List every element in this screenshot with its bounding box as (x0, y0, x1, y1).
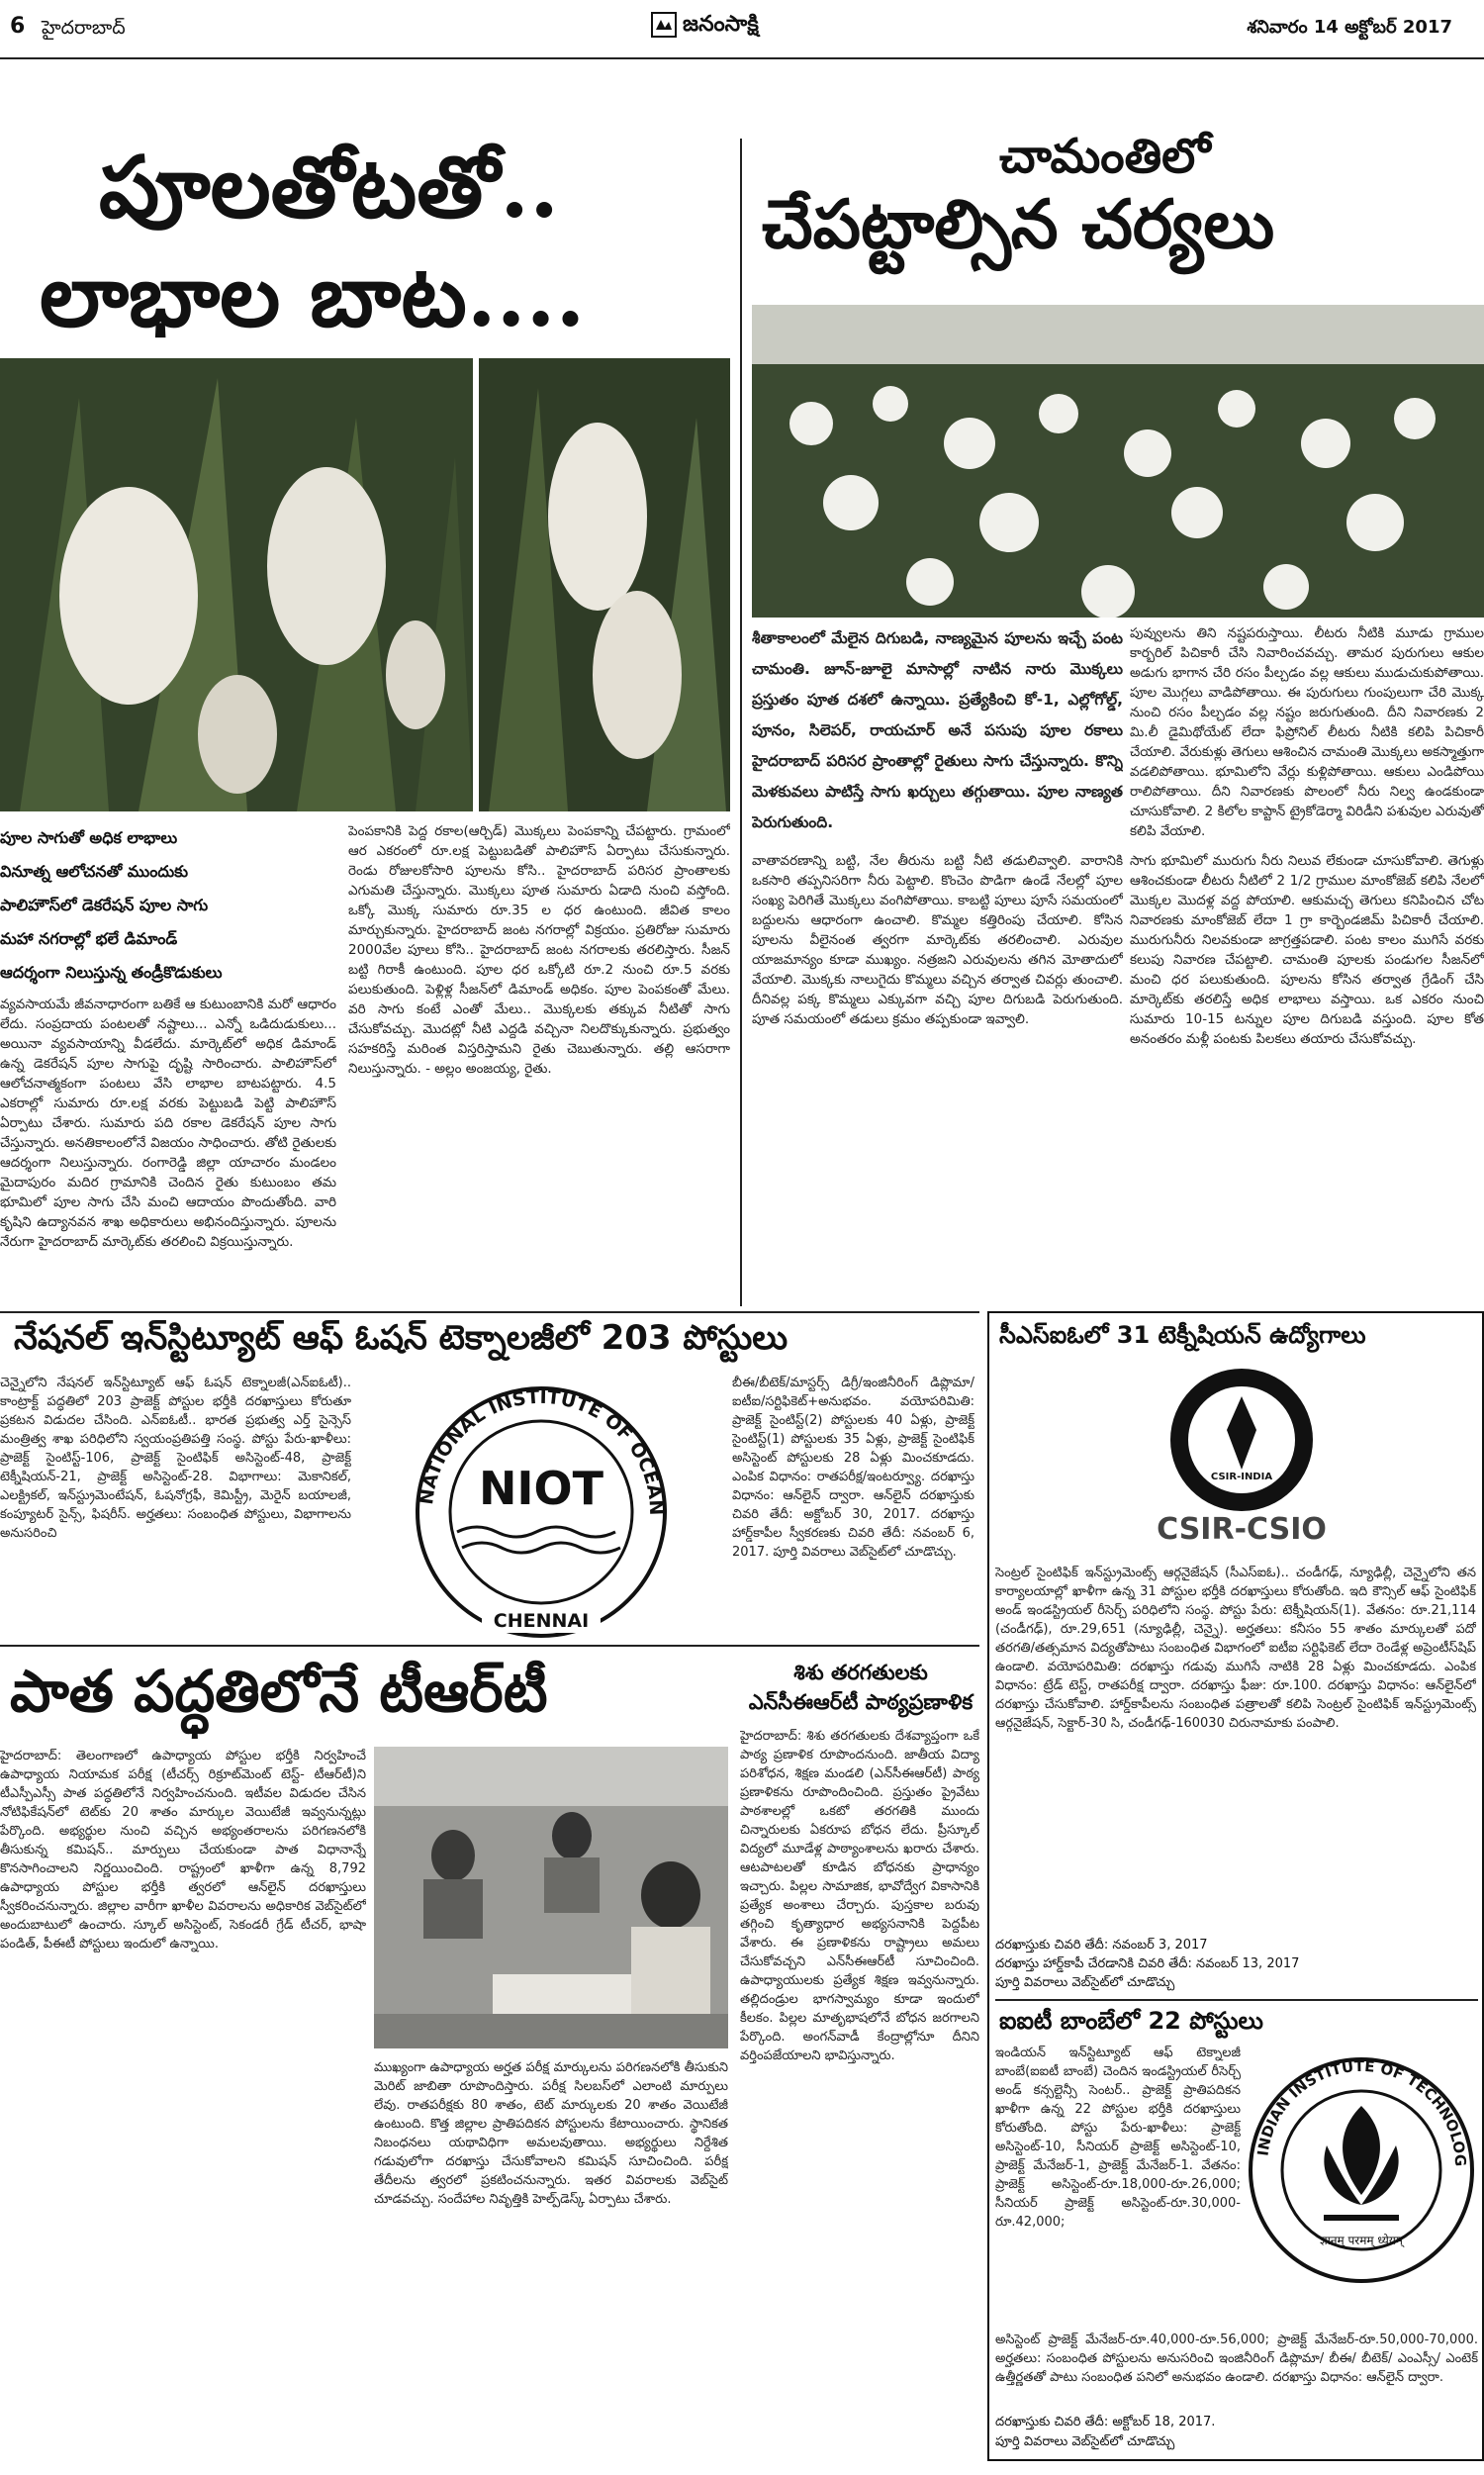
right-article-col-left: వాతావరణాన్ని బట్టి, నేల తీరును బట్టి నీటి తడులివ్వాలి. వారానికి ఒకసారి తప్పనిసరిగా నీరు పెట్టాలి. కొంచెం పొడిగా ఉండే నేలల్లో పూల సంఖ్య పెరిగితే మొక్కలు వంగిపోతాయి. కాబట్టి పూలు పూసే సమయంలో బద్దులను ఆధారంగా ఉంచాలి. కొమ్మల కత్తిరింపు చేయాలి. కోసిన పూలను వీలైనంత త్వరగా మార్కెట్‌కు తరలించాలి. ఎరువుల యాజమాన్యం కూడా ముఖ్యం. నత్రజని ఎరువులను తగిన మోతాదులో వేయాలి. మొక్కకు నాలుగైదు కొమ్మలు వచ్చిన తర్వాత చివర్లు తుంచాలి. దీనివల్ల పక్క కొమ్మలు ఎక్కువగా వచ్చి పూల దిగుబడి పెరుగుతుంది. పూత సమయంలో తడులు క్రమం తప్పకుండా ఇవ్వాలి. (752, 853, 1123, 1027)
csio-logo-inner-text: CSIR-INDIA (1210, 1472, 1273, 1482)
niot-logo-city: CHENNAI (493, 1610, 590, 1632)
csio-logo (1029, 1361, 1454, 1549)
trt-col2: ముఖ్యంగా ఉపాధ్యాయ అర్హత పరీక్ష మార్కులను పరిగణనలోకి తీసుకుని మెరిట్ జాబితా రూపొందిస్తారు. పరీక్ష సిలబస్‌లో ఎలాంటి మార్పులు లేవు. రాతపరీక్షకు 80 శాతం, టెట్ మార్కులకు 20 శాతం వెయిటేజీ ఉంటుంది. కొత్త జిల్లాల ప్రాతిపదికన పోస్టులను కేటాయించారు. స్థానికత నిబంధనలు యథావిధిగా అమలవుతాయి. అభ్యర్థులు నిర్దేశిత గడువులోగా దరఖాస్తు చేసుకోవాలని కమిషన్ సూచించింది. పరీక్ష తేదీలను త్వరలో ప్రకటించనున్నారు. ఇతర వివరాలకు వెబ్‌సైట్ చూడవచ్చు. సందేహాల నివృత్తికి హెల్ప్‌డెస్క్ ఏర్పాటు చేశారు. (374, 2060, 728, 2207)
subhead-4: మహా నగరాల్లో భలే డిమాండ్ (0, 929, 178, 948)
masthead: జనంసాక్షి (683, 12, 759, 37)
center-divider (740, 139, 742, 1306)
chrysanthemum-photo (752, 305, 1484, 618)
csio-more: పూర్తి వివరాలు వెబ్‌సైట్‌లో చూడొచ్చు (995, 1975, 1175, 1990)
flower-photo-right (479, 358, 730, 811)
right-headline-line2: చేపట్టాల్సిన చర్యలు (762, 186, 1275, 264)
subhead-5: ఆదర్శంగా నిలుస్తున్న తండ్రీకొడుకులు (0, 963, 223, 982)
subhead-2: వినూత్న ఆలోచనతో ముందుకు (0, 862, 189, 881)
trt-top-rule (0, 1645, 979, 1647)
left-article-col1: వ్యవసాయమే జీవనాధారంగా బతికే ఆ కుటుంబానికి మరో ఆధారం లేదు. సంప్రదాయ పంటలతో నష్టాలు... ఎన్నో ఒడిదుడుకులు... అయినా వ్యవసాయాన్ని వీడలేదు. మార్కెట్‌లో అధిక డిమాండ్ ఉన్న డెకరేషన్ పూల సాగుపై దృష్టి సారించారు. పాలిహౌస్‌లో ఆలోచనాత్మకంగా పంటలు వేసి లాభాల బాటపట్టారు. 4.5 ఎకరాల్లో సుమారు రూ.లక్ష వరకు పెట్టుబడి పెట్టి పాలిహౌస్ ఏర్పాటు చేశారు. సుమారు పది రకాల డెకరేషన్ పూల సాగు చేస్తున్నారు. అనతికాలంలోనే విజయం సాధించారు. తోటి రైతులకు ఆదర్శంగా నిలుస్తున్నారు. రంగారెడ్డి జిల్లా యాచారం మండలం మైదాపురం మదిర గ్రామానికి చెందిన రైతు కుటుంబం తమ భూమిలో పూల సాగు చేసి మంచి ఆదాయం పొందుతోంది. వారి కృషిని ఉద్యానవన శాఖ అధికారులు అభినందిస్తున్నారు. పూలను నేరుగా హైదరాబాద్ మార్కెట్‌కు తరలించి విక్రయిస్తున్నారు. (0, 997, 336, 1250)
iit-logo-motto: ज्ञानम् परमम् ध्येयम् (1320, 2234, 1403, 2247)
csio-body: సెంట్రల్ సైంటిఫిక్ ఇన్‌స్ట్రుమెంట్స్ ఆర్గనైజేషన్ (సీఎస్ఐఓ).. చండీగఢ్, న్యూఢిల్లీ, చెన్నైలోని తన కార్యాలయాల్లో ఖాళీగా ఉన్న 31 పోస్టుల భర్తీకి దరఖాస్తులు కోరుతోంది. ఇది కౌన్సిల్ ఆఫ్ సైంటిఫిక్ అండ్ ఇండస్ట్రియల్ రీసెర్చ్ పరిధిలోని సంస్థ. పోస్టు పేరు: టెక్నీషియన్(1). వేతనం: రూ.21,114 (చండీగఢ్), రూ.29,651 (న్యూఢిల్లీ, చెన్నై). అర్హతలు: కనీసం 55 శాతం మార్కులతో పదో తరగతి/తత్సమాన విద్యతోపాటు సంబంధిత విభాగంలో ఐటీఐ సర్టిఫికెట్ లేదా రెండేళ్ల అప్రెంటీస్‌షిప్ ఉండాలి. వయోపరిమితి: దరఖాస్తు గడువు ముగిసే నాటికి 28 ఏళ్లు మించకూడదు. ఎంపిక విధానం: ట్రేడ్ టెస్ట్, రాతపరీక్ష ద్వారా. దరఖాస్తు ఫీజు: రూ.100. దరఖాస్తు విధానం: ఆన్‌లైన్‌లో దరఖాస్తు చేసుకోవాలి. హార్డ్‌కాపీలను సంబంధిత పత్రాలతో కలిపి సెంట్రల్ సైంటిఫిక్ ఇన్‌స్ట్రుమెంట్స్ ఆర్గనైజేషన్, సెక్టార్-30 సి, చండీగఢ్-160030 చిరునామాకు పంపాలి. (995, 1566, 1476, 1731)
iit-logo (1243, 2047, 1480, 2299)
trt-headline: పాత పద్ధతిలోనే టీఆర్‌టీ (10, 1658, 548, 1725)
iit-logo-ring-text: INDIAN INSTITUTE OF TECHNOLOG (1253, 2056, 1470, 2167)
csio-date1: దరఖాస్తుకు చివరి తేదీ: నవంబర్ 3, 2017 (995, 1938, 1208, 1952)
flower-photo-left (0, 358, 473, 811)
niot-col2: బీఈ/బీటెక్/మాస్టర్స్ డిగ్రీ/ఇంజినీరింగ్ డిప్లొమా/ఐటీఐ/సర్టిఫికెట్+అనుభవం. వయోపరిమితి: ప్రాజెక్ట్ సైంటిస్ట్(2) పోస్టులకు 40 ఏళ్లు, ప్రాజెక్ట్ సైంటిస్ట్(1) పోస్టులకు 35 ఏళ్లు, ప్రాజెక్ట్ సైంటిఫిక్ అసిస్టెంట్ పోస్టులకు 28 ఏళ్లు మించకూడదు. ఎంపిక విధానం: రాతపరీక్ష/ఇంటర్వ్యూ. దరఖాస్తు విధానం: ఆన్‌లైన్ ద్వారా. ఆన్‌లైన్ దరఖాస్తుకు చివరి తేదీ: అక్టోబర్ 30, 2017. దరఖాస్తు హార్డ్‌కాపీల స్వీకరణకు చివరి తేదీ: నవంబర్ 6, 2017. పూర్తి వివరాలు వెబ్‌సైట్‌లో చూడొచ్చు. (732, 1376, 974, 1560)
niot-logo-center: NIOT (478, 1462, 604, 1515)
ncert-headline-line2: ఎన్‌సీఈఆర్‌టీ పాఠ్యప్రణాళిక (748, 1690, 974, 1714)
left-headline-line1: పూలతోటతో.. (99, 138, 560, 238)
left-article-col2: పెంపకానికి పెద్ద రకాల(ఆర్చిడ్) మొక్కలు పెంపకాన్ని చేపట్టారు. గ్రామంలో ఆర ఎకరంలో రూ.లక్ష పెట్టుబడితో పాలిహౌస్ ఏర్పాటు చేసుకున్నారు. రెండు రోజులకోసారి పూలను కోసి.. హైదరాబాద్ పరిసర ప్రాంతాలకు ఎగుమతి చేస్తున్నారు. మొక్కలు పూత సుమారు ఏడాది నుంచి వస్తోంది. ఒక్కో మొక్క సుమారు రూ.35 ల ధర ఉంటుంది. జీవిత కాలం మార్చుకున్నారు. హైదరాబాద్ జంట నగరాల్లో విక్రయం. ప్రతిరోజు సుమారు 2000వేల పూలు కోసి.. హైదరాబాద్ జంట నగరాలకు తరలిస్తారు. సీజన్ బట్టి గిరాకీ ఉంటుంది. పూల ధర ఒక్కోటి రూ.2 నుంచి రూ.5 వరకు పలుకుతుంది. పెళ్లిళ్ల సీజన్‌లో డిమాండ్ అధికం. పూల పెంపకంతో మేలు. వరి సాగు కంటే ఎంతో మేలు.. మొక్కలకు తక్కువ నీటితో సాగు చేసుకోవచ్చు. మొదట్లో నీటి ఎద్దడి వచ్చినా నిలదొక్కుకున్నారు. ప్రభుత్వం సహకరిస్తే మరింత విస్తరిస్తామని రైతు చెబుతున్నారు. తల్లి ఆసరాగా నిలుస్తున్నారు. - అల్లం అంజయ్య, రైతు. (348, 823, 730, 1077)
page-header (0, 0, 1484, 79)
niot-logo (358, 1374, 724, 1641)
csio-headline: సీఎస్ఐఓలో 31 టెక్నీషియన్ ఉద్యోగాలు (999, 1321, 1366, 1349)
subhead-3: పాలిహౌస్‌లో డెకరేషన్ పూల సాగు (0, 896, 209, 914)
iit-more: పూర్తి వివరాలు వెబ్‌సైట్‌లో చూడొచ్చు (995, 2434, 1175, 2449)
trt-col1: హైదరాబాద్: తెలంగాణలో ఉపాధ్యాయ పోస్టుల భర్తీకి నిర్వహించే ఉపాధ్యాయ నియామక పరీక్ష (టీచర్స్ రిక్రూట్‌మెంట్ టెస్ట్- టీఆర్‌టీ)ని టీఎస్పీఎస్సీ పాత పద్ధతిలోనే నిర్వహించనుంది. ఇటీవల విడుదల చేసిన నోటిఫికేషన్‌లో టెట్‌కు 20 శాతం మార్కుల వెయిటేజీ ఇవ్వనున్నట్లు పేర్కొంది. అభ్యర్థుల నుంచి వచ్చిన అభ్యంతరాలను పరిగణనలోకి తీసుకున్న కమిషన్.. మార్పులు చేయకుండా పాత విధానాన్నే కొనసాగించాలని నిర్ణయించింది. రాష్ట్రంలో ఖాళీగా ఉన్న 8,792 ఉపాధ్యాయ పోస్టుల భర్తీకి త్వరలో ఆన్‌లైన్ దరఖాస్తులు స్వీకరించనున్నారు. జిల్లాల వారీగా ఖాళీల వివరాలను అధికారిక వెబ్‌సైట్‌లో అందుబాటులో ఉంచారు. స్కూల్ అసిస్టెంట్, సెకండరీ గ్రేడ్ టీచర్, భాషా పండిత్, పీఈటీ పోస్టులు ఇందులో ఉన్నాయి. (0, 1749, 366, 1951)
iit-date: దరఖాస్తుకు చివరి తేదీ: అక్టోబర్ 18, 2017. (995, 2415, 1216, 2429)
page-number: 6 (10, 14, 26, 39)
ncert-body: హైదరాబాద్: శిశు తరగతులకు దేశవ్యాప్తంగా ఒకే పాఠ్య ప్రణాళిక రూపొందనుంది. జాతీయ విద్యా పరిశోధన, శిక్షణ మండలి (ఎన్‌సీఈఆర్‌టీ) పాఠ్య ప్రణాళికను రూపొందించింది. ప్రస్తుతం ప్రైవేటు పాఠశాలల్లో ఒకటో తరగతికి ముందు చిన్నారులకు ఏకరూప బోధన లేదు. ప్రీస్కూల్ విద్యలో మూడేళ్ల పాఠ్యాంశాలను ఖరారు చేశారు. ఆటపాటలతో కూడిన బోధనకు ప్రాధాన్యం ఇచ్చారు. పిల్లల సామాజిక, భావోద్వేగ వికాసానికి ప్రత్యేక అంశాలు చేర్చారు. పుస్తకాల బరువు తగ్గించి కృత్యాధార అభ్యసనానికి పెద్దపీట వేశారు. ఈ ప్రణాళికను రాష్ట్రాలు అమలు చేసుకోవచ్చని ఎన్‌సీఈఆర్‌టీ సూచించింది. ఉపాధ్యాయులకు ప్రత్యేక శిక్షణ ఇవ్వనున్నారు. తల్లిదండ్రుల భాగస్వామ్యం కూడా ఇందులో కీలకం. పిల్లల మాతృభాషలోనే బోధన జరగాలని పేర్కొంది. అంగన్‌వాడీ కేంద్రాల్లోనూ దీనిని వర్తింపజేయాలని భావిస్తున్నారు. (740, 1729, 979, 2063)
left-headline-line2: లాభాల బాట.... (40, 246, 586, 346)
header-rule (0, 57, 1484, 59)
masthead-logo-icon (651, 12, 677, 38)
right-headline (752, 129, 1484, 307)
csio-date2: దరఖాస్తు హార్డ్‌కాపీ చేరడానికి చివరి తేదీ: నవంబర్ 13, 2017 (995, 1956, 1300, 1971)
page-date: శనివారం 14 అక్టోబర్ 2017 (1247, 17, 1452, 38)
subhead-1: పూల సాగుతో అధిక లాభాలు (0, 828, 178, 847)
csio-logo-banner: CSIR-CSIO (1157, 1512, 1327, 1547)
iit-col1: ఇండియన్ ఇన్‌స్టిట్యూట్ ఆఫ్ టెక్నాలజీ బాంబే(ఐఐటీ బాంబే) చెందిన ఇండస్ట్రియల్ రీసెర్చ్ అండ్ కన్సల్టెన్సీ సెంటర్.. ప్రాజెక్ట్ ప్రాతిపదికన ఖాళీగా ఉన్న 22 పోస్టుల భర్తీకి దరఖాస్తులు కోరుతోంది. పోస్టు పేరు-ఖాళీలు: ప్రాజెక్ట్ అసిస్టెంట్-10, సీనియర్ ప్రాజెక్ట్ అసిస్టెంట్-10, ప్రాజెక్ట్ మేనేజర్-1, ప్రాజెక్ట్ మేనేజర్-1. వేతనం: ప్రాజెక్ట్ అసిస్టెంట్-రూ.18,000-రూ.26,000; సీనియర్ ప్రాజెక్ట్ అసిస్టెంట్-రూ.30,000-రూ.42,000; (995, 2046, 1241, 2230)
niot-logo-ring-text: NATIONAL INSTITUTE OF OCEAN (416, 1385, 668, 1516)
left-headline (20, 129, 742, 356)
exam-photo (374, 1747, 728, 2048)
iit-top-rule (995, 1999, 1478, 2001)
left-subheads (0, 821, 336, 990)
right-headline-line1: చామంతిలో (999, 129, 1211, 184)
ncert-headline-line1: శిశు తరగతులకు (793, 1661, 928, 1684)
right-article-col-right: సాగు భూమిలో మురుగు నీరు నిలువ లేకుండా చూసుకోవాలి. తెగుళ్లు ఆశించకుండా లీటరు నీటిలో 2 1/2 గ్రాముల మాంకోజెబ్ కలిపి నేలలో మొక్కల మొదళ్ల వద్ద పోయాలి. ఆకుమచ్చ తెగులు కనిపించిన చోట నివారణకు మాంకోజెబ్ లేదా 1 గ్రా కార్బెండజిమ్ పిచికారీ చేయాలి. మురుగునీరు నిలవకుండా జాగ్రత్తపడాలి. పంట కాలం ముగిసే వరకు కలుపు నివారణ చేపట్టాలి. చామంతి పూలకు పండుగల సీజన్‌లో మంచి ధర పలుకుతుంది. పూలను కోసిన తర్వాత గ్రేడింగ్ చేసి మార్కెట్‌కు తరలిస్తే అధిక లాభాలు వస్తాయి. ఒక ఎకరం నుంచి సుమారు 10-15 టన్నుల పూల దిగుబడి వస్తుంది. పూల కోత అనంతరం మళ్లీ పంటకు పిలకలు తయారు చేసుకోవచ్చు. (1130, 853, 1484, 1047)
niot-headline: నేషనల్ ఇన్‌స్టిట్యూట్ ఆఫ్ ఓషన్ టెక్నాలజీలో 203 పోస్టులు (14, 1318, 788, 1358)
edition-label: హైదరాబాద్ (42, 17, 126, 39)
iit-full: అసిస్టెంట్ ప్రాజెక్ట్ మేనేజర్-రూ.40,000-రూ.56,000; ప్రాజెక్ట్ మేనేజర్-రూ.50,000-70,000. అర్హతలు: సంబంధిత పోస్టులను అనుసరించి ఇంజినీరింగ్ డిప్లొమా/ బీఈ/ బీటెక్/ ఎంఎస్సీ/ ఎంటెక్ ఉత్తీర్ణతతో పాటు సంబంధిత పనిలో అనుభవం ఉండాలి. దరఖాస్తు విధానం: ఆన్‌లైన్ ద్వారా. (995, 2332, 1478, 2385)
niot-top-rule (0, 1311, 979, 1313)
right-article-lead: శీతాకాలంలో మేలైన దిగుబడి, నాణ్యమైన పూలను ఇచ్చే పంట చామంతి. జూన్-జూలై మాసాల్లో నాటిన నారు మొక్కలు ప్రస్తుతం పూత దశలో ఉన్నాయి. ప్రత్యేకించి కో-1, ఎల్లోగోల్డ్, పూనం, సిలెపర్, రాయచూర్ అనే పసుపు పూల రకాలు హైదరాబాద్ పరిసర ప్రాంతాల్లో రైతులు సాగు చేస్తున్నారు. కొన్ని మెళకువలు పాటిస్తే సాగు ఖర్చులు తగ్గుతాయి. పూల నాణ్యత పెరుగుతుంది. (752, 629, 1123, 831)
right-article-col-top: పువ్వులను తిని నష్టపరుస్తాయి. లీటరు నీటికి మూడు గ్రాముల కార్బరిల్ పిచికారీ చేసి నివారించవచ్చు. తామర పురుగులు ఆకుల అడుగు భాగాన చేరి రసం పీల్చడం వల్ల ఆకులు ముడుచుకుపోతాయి. పూల మొగ్గలు వాడిపోతాయి. ఈ పురుగులు గుంపులుగా చేరి మొక్క నుంచి రసం పీల్చడం వల్ల నష్టం జరుగుతుంది. దీని నివారణకు 2 మి.లీ డైమిథోయేట్ లేదా ఫిప్రోనిల్ లీటరు నీటికి కలిపి పిచికారీ చేయాలి. వేరుకుళ్లు తెగులు ఆశించిన చామంతి మొక్కలు అకస్మాత్తుగా వడలిపోతాయి. భూమిలోని వేర్లు కుళ్లిపోతాయి. ఆకులు ఎండిపోయి రాలిపోతాయి. దీని నివారణకు పొలంలో నీరు నిల్వ ఉండకుండా చూసుకోవాలి. 2 కిలోల కాప్టాన్ ట్రైకోడెర్మా విరిడీని పశువుల ఎరువుతో కలిపి వేయాలి. (1130, 625, 1484, 839)
iit-headline: ఐఐటీ బాంబేలో 22 పోస్టులు (999, 2007, 1263, 2035)
ncert-headline (737, 1658, 984, 1717)
niot-col1: చెన్నైలోని నేషనల్ ఇన్‌స్టిట్యూట్ ఆఫ్ ఓషన్ టెక్నాలజీ(ఎన్ఐఓటీ).. కాంట్రాక్ట్ పద్ధతిలో 203 ప్రాజెక్ట్ పోస్టుల భర్తీకి దరఖాస్తులు కోరుతూ ప్రకటన విడుదల చేసింది. ఎన్ఐఓటీ.. భారత ప్రభుత్వ ఎర్త్ సైన్సెస్ మంత్రిత్వ శాఖ పరిధిలోని స్వయంప్రతిపత్తి సంస్థ. పోస్టు పేరు-ఖాళీలు: ప్రాజెక్ట్ సైంటిస్ట్-106, ప్రాజెక్ట్ సైంటిఫిక్ అసిస్టెంట్-48, ప్రాజెక్ట్ టెక్నీషియన్-21, ప్రాజెక్ట్ అసిస్టెంట్-28. విభాగాలు: మెకానికల్, ఎలక్ట్రికల్, ఇన్‌స్ట్రుమెంటేషన్, ఓషనోగ్రఫీ, కెమిస్ట్రీ, మెరైన్ బయాలజీ, కంప్యూటర్ సైన్స్, ఫిషరీస్. అర్హతలు: సంబంధిత పోస్టులు, విభాగాలను అనుసరించి (0, 1376, 351, 1541)
